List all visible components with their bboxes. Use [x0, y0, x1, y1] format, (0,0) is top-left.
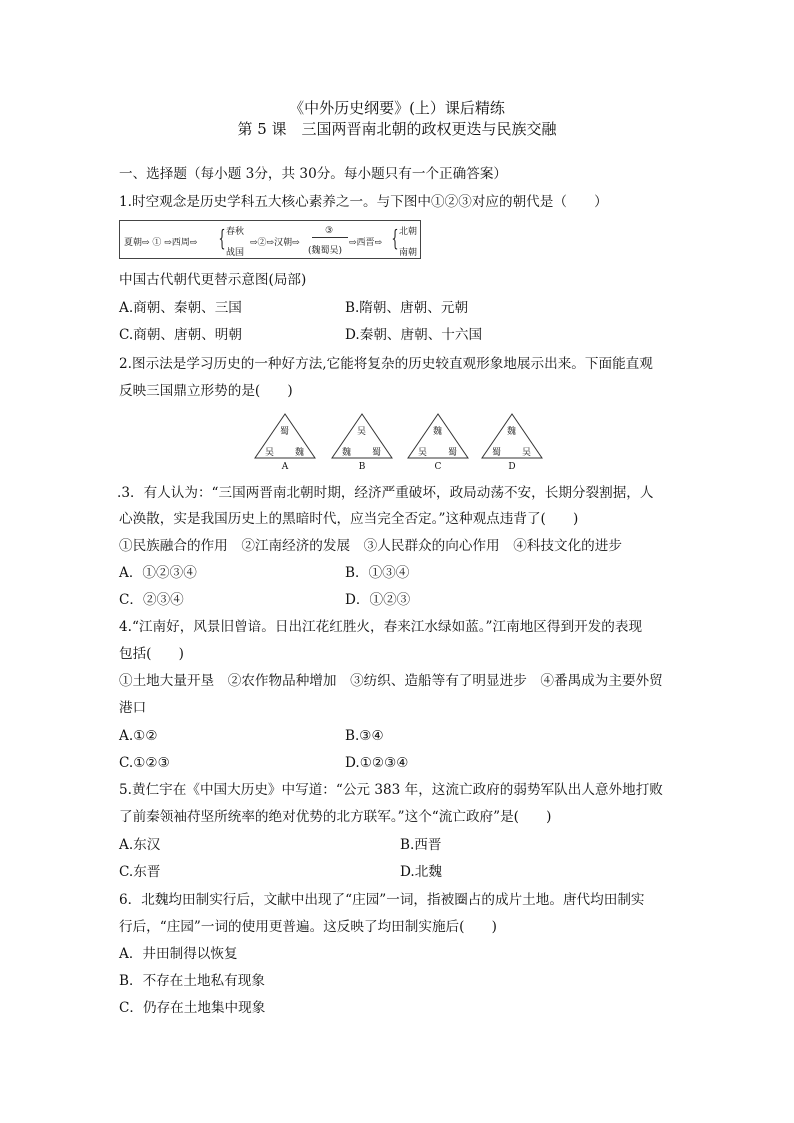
flow-circle3: ③	[325, 226, 334, 236]
q6-line2: 行后，“庄园”一词的使用更普遍。这反映了均田制实施后( )	[119, 919, 497, 935]
q1-option-a: A.商朝、秦朝、三国	[119, 300, 242, 316]
q5-line2: 了前秦领袖苻坚所统率的绝对优势的北方联军。”这个“流亡政府”是( )	[119, 809, 552, 825]
tri-c-right: 蜀	[448, 448, 458, 458]
q1-option-b: B.隋朝、唐朝、元朝	[345, 300, 469, 316]
tri-d-label: D	[508, 462, 516, 472]
triangle-option-c	[406, 412, 470, 470]
q3-option-a: A．①②③④	[119, 565, 197, 581]
dynasty-flow-diagram	[119, 220, 421, 259]
tri-d-right: 吴	[522, 448, 532, 458]
q4-option-a: A.①②	[119, 728, 158, 744]
tri-a-left: 吴	[265, 448, 275, 458]
flow-brace-right: {	[391, 227, 399, 252]
q3-option-c: C．②③④	[119, 592, 184, 608]
flow-xia: 夏朝⇨ ① ⇨西周⇨	[124, 238, 198, 248]
tri-c-top: 魏	[433, 427, 443, 437]
tri-a-label: A	[281, 462, 289, 472]
lesson-title: 第 5 课 三国两晋南北朝的政权更迭与民族交融	[237, 120, 557, 138]
q1-stem: 1.时空观念是历史学科五大核心素养之一。与下图中①②③对应的朝代是（ ）	[119, 194, 608, 210]
q1-option-d: D.秦朝、唐朝、十六国	[345, 327, 483, 343]
section-heading: 一、选择题（每小题 3分，共 30分。每小题只有一个正确答案）	[119, 166, 508, 182]
q4-items2: 港口	[119, 700, 147, 716]
tri-b-label: B	[358, 462, 366, 472]
q4-line1: 4.“江南好，风景旧曾谙。日出江花红胜火，春来江水绿如蓝。”江南地区得到开发的表现	[119, 619, 643, 635]
q1-caption: 中国古代朝代更替示意图(局部)	[119, 272, 307, 288]
q4-option-d: D.①②③④	[345, 755, 409, 771]
q6-option-c: C．仍存在土地集中现象	[119, 1000, 266, 1016]
tri-b-right: 蜀	[372, 448, 382, 458]
flow-nanchao: 南朝	[399, 248, 418, 258]
q2-line1: 2.图示法是学习历史的一种好方法,它能将复杂的历史较直观形象地展示出来。下面能直观	[119, 356, 653, 372]
tri-b-left: 魏	[342, 448, 352, 458]
flow-wei: (魏蜀吴)	[308, 246, 343, 256]
q5-option-c: C.东晋	[119, 864, 161, 880]
flow-brace-left: {	[218, 227, 226, 252]
tri-c-left: 吴	[418, 448, 428, 458]
q3-items: ①民族融合的作用 ②江南经济的发展 ③人民群众的向心作用 ④科技文化的进步	[119, 538, 622, 554]
q4-option-c: C.①②③	[119, 755, 170, 771]
q3-line1: .3．有人认为：“三国两晋南北朝时期，经济严重破坏，政局动荡不安，长期分裂割据，人	[117, 485, 654, 501]
q6-option-b: B．不存在土地私有现象	[119, 973, 265, 989]
flow-beichao: 北朝	[399, 227, 418, 237]
q5-option-a: A.东汉	[119, 837, 161, 853]
q4-items1: ①土地大量开垦 ②农作物品种增加 ③纺织、造船等有了明显进步 ④番禺成为主要外贸	[119, 673, 663, 689]
triangle-option-d	[480, 412, 544, 470]
q4-option-b: B.③④	[345, 728, 384, 744]
triangle-option-a	[253, 412, 317, 470]
q4-line2: 包括( )	[119, 646, 184, 662]
q3-line2: 心涣散，实是我国历史上的黑暗时代，应当完全否定。”这种观点违背了( )	[119, 511, 579, 527]
tri-b-top: 吴	[357, 427, 367, 437]
flow-zhanguo: 战国	[226, 248, 245, 258]
tri-a-top: 蜀	[280, 427, 290, 437]
tri-d-top: 魏	[507, 427, 517, 437]
q5-line1: 5.黄仁宇在《中国大历史》中写道：“公元 383 年，这流亡政府的弱势军队出人意外地打败	[119, 782, 663, 798]
tri-d-left: 蜀	[492, 448, 502, 458]
flow-mid: ⇨②⇨汉朝⇨	[250, 238, 300, 248]
flow-xijin: ⇨西晋⇨	[349, 238, 383, 248]
q2-line2: 反映三国鼎立形势的是( )	[119, 383, 293, 399]
triangle-option-b	[330, 412, 394, 470]
q3-option-b: B．①③④	[345, 565, 410, 581]
q1-option-c: C.商朝、唐朝、明朝	[119, 327, 242, 343]
flow-chunqiu: 春秋	[226, 227, 245, 237]
q6-line1: 6．北魏均田制实行后，文献中出现了“庄园”一词，指被圈占的成片土地。唐代均田制实	[119, 892, 645, 908]
q5-option-d: D.北魏	[400, 864, 442, 880]
q5-option-b: B.西晋	[400, 837, 442, 853]
tri-a-right: 魏	[295, 448, 305, 458]
document-title: 《中外历史纲要》(上）课后精练	[289, 99, 505, 117]
q3-option-d: D．①②③	[345, 592, 411, 608]
q6-option-a: A．井田制得以恢复	[119, 946, 238, 962]
tri-c-label: C	[434, 462, 442, 472]
